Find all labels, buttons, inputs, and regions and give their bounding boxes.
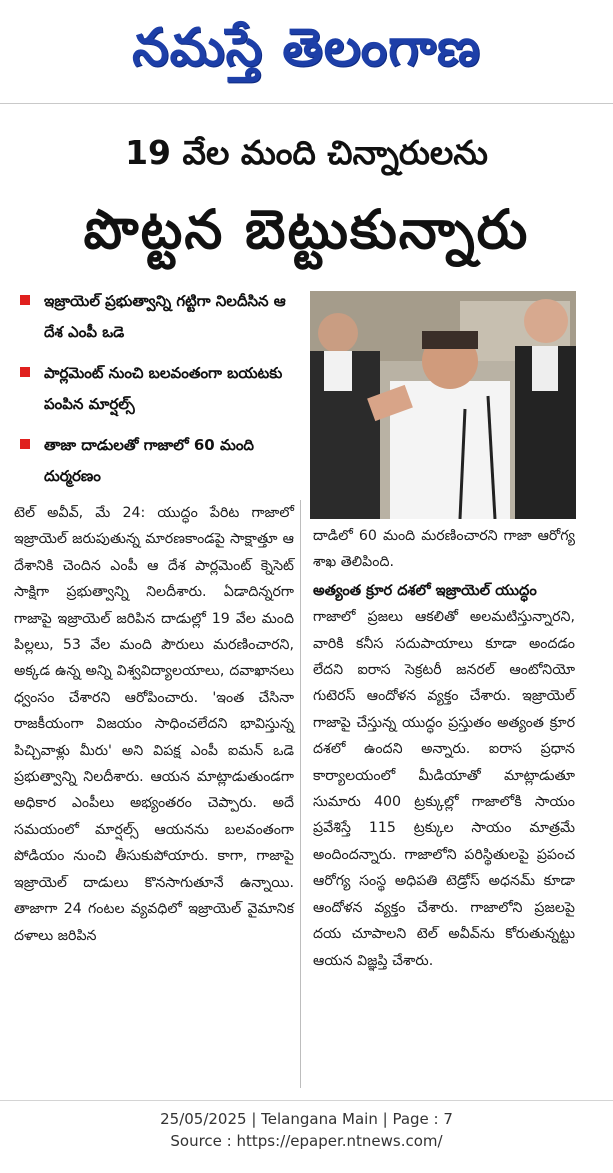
- source-link[interactable]: Source : https://epaper.ntnews.com/: [170, 1132, 443, 1150]
- article-body-right: గాజాలో ప్రజలు ఆకలితో అలమటిస్తున్నారని, వారికి కనీస సదుపాయాలు కూడా అందడం లేదని ఐరాస సెక్రటరీ జనరల్ ఆంటోనియో గుటెరస్ ఆందోళన వ్యక్తం చేశారు. ఇజ్రాయెల్ గాజాపై చేస్తున్న యుద్ధం ప్రస్తుతం అత్యంత క్రూర దశలో ఉందని అన్నారు. ఐరాస ప్రధాన కార్యాలయంలో మీడియాతో మాట్లాడుతూ సుమారు 400 ట్రక్కుల్లో గాజాలోకి సాయం ప్రవేశిస్తే 115 ట్రక్కుల సాయం మాత్రమే అందిందన్నారు. గాజాలోని పరిస్థితులపై ప్రపంచ ఆరోగ్య సంస్థ అధిపతి టెడ్రోస్ అధనమ్ కూడా ఆందోళన వ్యక్తం చేశారు. గాజాలోని ప్రజలపై దయ చూపాలని టెల్ అవీవ్‌ను కోరుతున్నట్టు ఆయన విజ్ఞప్తి చేశారు.: [313, 609, 575, 969]
- highlight-item: [14, 430, 304, 492]
- highlight-text: ఇజ్రాయెల్ ప్రభుత్వాన్ని గట్టిగా నిలదీసిన ఆ దేశ ఎంపీ ఒడె: [44, 292, 286, 341]
- highlights-list: [14, 286, 304, 502]
- red-square-bullet-icon: [20, 439, 30, 449]
- highlight-item: [14, 286, 304, 348]
- page-footer: [0, 1108, 613, 1152]
- news-photo: [310, 291, 576, 519]
- column-divider: [300, 500, 301, 1088]
- headline-line-1: 19 వేల మంది చిన్నారులను: [125, 133, 488, 172]
- article-column-left: [14, 500, 294, 949]
- newspaper-logo: నమస్తే తెలంగాణ: [132, 18, 481, 78]
- article-body-right-intro: దాడిలో 60 మంది మరణించారని గాజా ఆరోగ్య శాఖ తెలిపింది.: [313, 528, 575, 571]
- edition-info: 25/05/2025 | Telangana Main | Page : 7: [160, 1110, 453, 1128]
- article-column-right: [313, 523, 575, 974]
- footer-divider: [0, 1100, 613, 1101]
- article-subheading: అత్యంత క్రూర దశలో ఇజ్రాయెల్ యుద్ధం: [313, 581, 537, 599]
- headline-line-2: పొట్టన బెట్టుకున్నారు: [83, 198, 530, 261]
- article-body-left: టెల్ అవీవ్, మే 24: యుద్ధం పేరిట గాజాలో ఇజ్రాయెల్ జరుపుతున్న మారణకాండపై సాక్షాత్తూ ఆ దేశానికి చెందిన ఎంపీ ఆ దేశ పార్లమెంట్ క్నెసెట్ సాక్షిగా ప్రభుత్వాన్ని నిలదీశారు. ఏడాదిన్నరగా గాజాపై ఇజ్రాయెల్ జరిపిన దాడుల్లో 19 వేల మంది పిల్లలు, 53 వేల మంది పౌరులు మరణించారని, అక్కడ ఉన్న అన్ని విశ్వవిద్యాలయాలు, దవాఖానలు ధ్వంసం చేశారని ఆరోపించారు. 'ఇంత చేసినా రాజకీయంగా విజయం సాధించలేదని భావిస్తున్న పిచ్చివాళ్లు మీరు' అని విపక్ష ఎంపీ ఐమన్ ఒడె ప్రభుత్వాన్ని నిలదీశారు. ఆయన మాట్లాడుతుండగా అధికార ఎంపీలు అభ్యంతరం చెప్పారు. అదే సమయంలో మార్షల్స్ ఆయనను బలవంతంగా పోడియం నుంచి తీసుకుపోయారు. కాగా, గాజాపై ఇజ్రాయెల్ దాడులు కొనసాగుతూనే ఉన్నాయి. తాజాగా 24 గంటల వ్యవధిలో ఇజ్రాయెల్ వైమానిక దళాలు జరిపిన: [14, 505, 294, 944]
- masthead-divider: [0, 103, 613, 104]
- highlight-item: [14, 358, 304, 420]
- highlight-text: తాజా దాడులతో గాజాలో 60 మంది దుర్మరణం: [44, 436, 255, 485]
- red-square-bullet-icon: [20, 295, 30, 305]
- highlight-text: పార్లమెంట్ నుంచి బలవంతంగా బయటకు పంపిన మార్షల్స్: [44, 364, 283, 413]
- red-square-bullet-icon: [20, 367, 30, 377]
- masthead: [0, 0, 613, 100]
